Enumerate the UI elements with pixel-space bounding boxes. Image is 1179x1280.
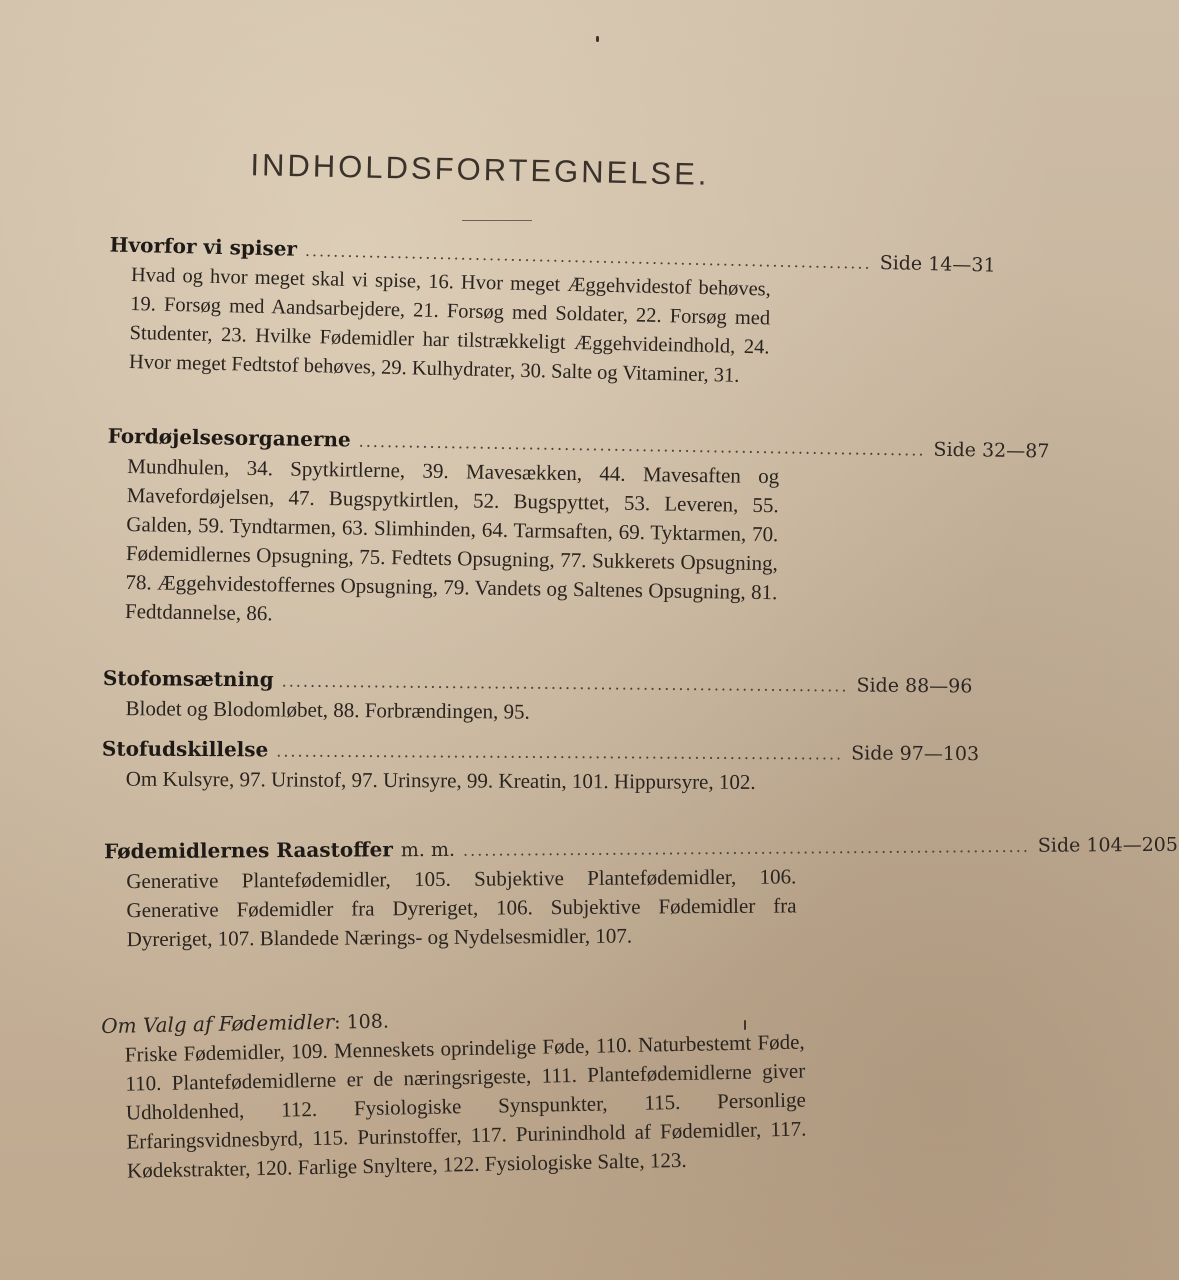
toc-entry — [0, 663, 973, 730]
toc-entry — [0, 734, 980, 798]
toc-subtopics: Mundhulen, 34. Spytkirtlerne, 39. Mavesækken, 44. Mavesaften og Mavefordøjelsen, 47. Bugspytkirtlen, 52. Bugspyttet, 53. Leveren, 55. Galden, 59. Tyndtarmen, 63. Slimhinden, 64. Tarmsaften, 69. Tyktarmen, 70. Fødemidlernes Opsugning, 75. Fedtets Opsugning, 77. Sukkerets Opsugning, 78. Æggehvidestoffernes Opsugning, 79. Vandets og Saltenes Opsugning, 81. Fedtdannelse, 86. — [124, 454, 780, 626]
page-title: INDHOLDSFORTEGNELSE. — [250, 147, 710, 192]
dot-leader: ................................................................................ — [304, 240, 872, 273]
title-divider — [462, 220, 532, 221]
toc-heading: Fødemidlernes Raastoffer — [104, 837, 393, 864]
toc-heading: Hvorfor vi spiser — [109, 232, 298, 261]
toc-subtopics: Hvad og hvor meget skal vi spise, 16. Hvor meget Æggehvidestof behøves, 19. Forsøg med Aandsarbejdere, 21. Forsøg med Soldater, 22. Forsøg med Studenter, 23. Hvilke Fødemidler har tilstrækkeligt Æggehvideindhold, 24. Hvor meget Fedtstof behøves, 29. Kulhydrater, 30. Salte og Vitaminer, 31. — [128, 263, 772, 387]
toc-subtopics: Friske Fødemidler, 109. Menneskets oprindelige Føde, 110. Naturbestemt Føde, 110. Plantefødemidlerne er de næringsrigeste, 111. Plantefødemidlerne giver Udholdenhed, 112. Fysiologiske Synspunkter, 115. Personlige Erfaringsvidnesbyrd, 115. Purinstoffer, 117. Purinindhold af Fødemidler, 117. Kødekstrakter, 120. Farlige Snyltere, 122. Fysiologiske Salte, 123. — [124, 1029, 807, 1183]
toc-page-range: Side 32—87 — [933, 438, 1050, 463]
toc-subtopics: Om Kulsyre, 97. Urinstof, 97. Urinsyre, 99. Kreatin, 101. Hippursyre, 102. — [125, 766, 756, 794]
toc-heading: Fordøjelsesorganerne — [107, 423, 351, 452]
toc-page-range: Side 104—205 — [1037, 833, 1179, 857]
dot-leader: ................................................................................ — [281, 671, 849, 696]
dot-leader: ................................................................................ — [276, 741, 844, 764]
ink-speck — [596, 36, 599, 42]
toc-heading-line — [101, 735, 980, 769]
toc-page-range: Side 14—31 — [879, 251, 996, 277]
toc-subtopics: Generative Plantefødemidler, 105. Subjektive Plantefødemidler, 106. Generative Fødemidler fra Dyreriget, 106. Subjektive Fødemidler fra Dyreriget, 107. Blandede Nærings- og Nydelsesmidler, 107. — [126, 864, 797, 952]
toc-heading: Stofudskillelse — [101, 736, 269, 762]
dot-leader: ................................................................................ — [358, 431, 926, 460]
toc-heading: Stofomsætning — [102, 665, 274, 692]
toc-entry — [0, 831, 1179, 955]
toc-page-range: Side 88—96 — [856, 674, 973, 698]
toc-subtopics: Blodet og Blodomløbet, 88. Forbrændingen, 95. — [125, 696, 530, 724]
toc-heading-suffix: m. m. — [400, 838, 456, 862]
toc-page-range: Side 97—103 — [851, 742, 980, 766]
toc-entry — [0, 996, 963, 1188]
toc-entry — [0, 228, 996, 396]
toc-page-range: : 108. — [333, 1010, 390, 1034]
toc-entry — [0, 420, 1050, 639]
dot-leader: ................................................................................ — [462, 836, 1030, 860]
toc-heading: Om Valg af Fødemidler — [101, 1009, 335, 1039]
